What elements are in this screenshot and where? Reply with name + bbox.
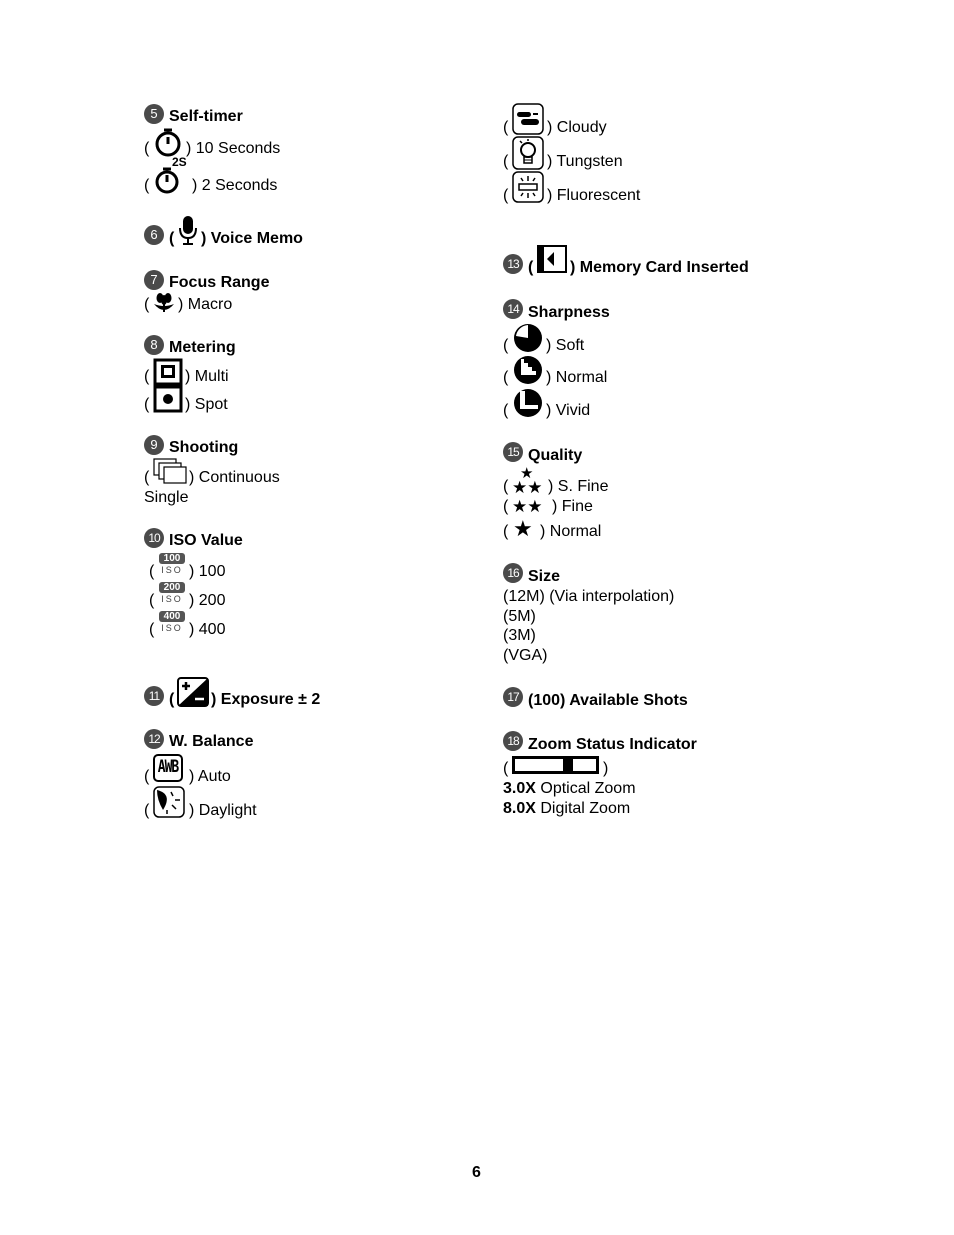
zoom-bar-icon bbox=[512, 756, 599, 774]
paren: ( bbox=[144, 296, 150, 313]
single-label: Single bbox=[144, 489, 189, 506]
macro-flower-icon bbox=[152, 292, 176, 314]
paren: ( bbox=[503, 478, 509, 495]
star-icon: ★ bbox=[513, 516, 533, 541]
sharpness-vivid-icon bbox=[511, 387, 545, 419]
section-number: 6 bbox=[144, 225, 164, 245]
star-icon: ★★ bbox=[512, 478, 543, 497]
sharpness-normal-icon bbox=[511, 354, 545, 386]
section-number: 13 bbox=[503, 254, 523, 274]
section-title-self-timer: Self-timer bbox=[169, 108, 243, 125]
self-timer-10s-icon bbox=[152, 126, 184, 158]
exposure-compensation-icon bbox=[177, 677, 209, 707]
iso-400-label: ) 400 bbox=[189, 621, 226, 638]
paren: ( bbox=[503, 523, 509, 540]
fluorescent-icon bbox=[512, 171, 544, 203]
awb-icon bbox=[153, 754, 183, 782]
paren: ( bbox=[503, 119, 509, 136]
paren: ( bbox=[503, 498, 509, 515]
tungsten-bulb-icon bbox=[512, 136, 544, 170]
spot-label: ) Spot bbox=[185, 396, 228, 413]
section-title-size: Size bbox=[528, 568, 561, 585]
size-5m: (5M) bbox=[503, 608, 536, 625]
iso-200-icon bbox=[157, 582, 187, 608]
section-title-shots: (100) Available Shots bbox=[528, 692, 688, 709]
normal-sharpness-label: ) Normal bbox=[546, 369, 608, 386]
sharpness-soft-icon bbox=[511, 322, 545, 354]
multi-metering-icon bbox=[153, 358, 183, 386]
section-title-iso: ISO Value bbox=[169, 532, 243, 549]
paren: ( bbox=[503, 187, 509, 204]
section-title-zoom: Zoom Status Indicator bbox=[528, 736, 697, 753]
iso-badge-value: 100 bbox=[159, 553, 185, 564]
size-3m: (3M) bbox=[503, 627, 536, 644]
section-number: 8 bbox=[144, 335, 164, 355]
paren: ( bbox=[149, 563, 155, 580]
spot-metering-icon bbox=[153, 385, 183, 413]
auto-label: ) Auto bbox=[189, 768, 231, 785]
paren: ( bbox=[144, 177, 150, 194]
iso-badge-label: ISO bbox=[161, 623, 183, 633]
paren: ( bbox=[503, 153, 509, 170]
iso-badge-value: 400 bbox=[159, 611, 185, 622]
fluorescent-label: ) Fluorescent bbox=[547, 187, 641, 204]
soft-label: ) Soft bbox=[546, 337, 585, 354]
section-number: 18 bbox=[503, 731, 523, 751]
iso-badge-label: ISO bbox=[161, 565, 183, 575]
paren: ( bbox=[503, 337, 509, 354]
section-title-sharpness: Sharpness bbox=[528, 304, 610, 321]
section-number: 15 bbox=[503, 442, 523, 462]
paren: ( bbox=[144, 469, 150, 486]
daylight-icon bbox=[153, 786, 185, 818]
self-timer-10s-label: ) 10 Seconds bbox=[186, 140, 281, 157]
section-number: 5 bbox=[144, 104, 164, 124]
macro-label: ) Macro bbox=[178, 296, 233, 313]
normal-quality-label: ) Normal bbox=[540, 523, 602, 540]
paren: ( bbox=[528, 259, 534, 276]
awb-text: AWB bbox=[157, 757, 179, 778]
section-number: 11 bbox=[144, 686, 164, 706]
zoom-bar-marker bbox=[563, 759, 573, 771]
paren: ( bbox=[169, 691, 175, 708]
continuous-shooting-icon bbox=[152, 457, 188, 487]
section-title-voice-memo: ) Voice Memo bbox=[201, 230, 303, 247]
vivid-label: ) Vivid bbox=[546, 402, 591, 419]
tungsten-label: ) Tungsten bbox=[547, 153, 623, 170]
iso-100-icon bbox=[157, 553, 187, 579]
iso-badge-value: 200 bbox=[159, 582, 185, 593]
iso-100-label: ) 100 bbox=[189, 563, 226, 580]
section-title-wb: W. Balance bbox=[169, 733, 254, 750]
section-number: 7 bbox=[144, 270, 164, 290]
paren: ( bbox=[169, 230, 175, 247]
paren: ) bbox=[603, 760, 609, 777]
paren: ( bbox=[503, 369, 509, 386]
iso-400-icon bbox=[157, 611, 187, 637]
section-title-exposure: ) Exposure ± 2 bbox=[211, 691, 321, 708]
page-number: 6 bbox=[472, 1164, 481, 1181]
section-number: 10 bbox=[144, 528, 164, 548]
daylight-label: ) Daylight bbox=[189, 802, 257, 819]
star-icon: ★ bbox=[520, 465, 534, 482]
section-number: 16 bbox=[503, 563, 523, 583]
section-title-focus-range: Focus Range bbox=[169, 274, 270, 291]
microphone-icon bbox=[176, 214, 200, 246]
self-timer-2s-label: ) 2 Seconds bbox=[192, 177, 278, 194]
size-vga: (VGA) bbox=[503, 647, 548, 664]
paren: ( bbox=[144, 396, 150, 413]
star-icon: ★★ bbox=[512, 497, 543, 516]
optical-zoom-line: 3.0X Optical Zoom bbox=[503, 780, 636, 797]
cloudy-icon bbox=[512, 103, 544, 135]
multi-label: ) Multi bbox=[185, 368, 229, 385]
section-number: 17 bbox=[503, 687, 523, 707]
iso-badge-label: ISO bbox=[161, 594, 183, 604]
paren: ( bbox=[149, 621, 155, 638]
section-number: 12 bbox=[144, 729, 164, 749]
paren: ( bbox=[503, 760, 509, 777]
memory-card-icon bbox=[536, 244, 568, 274]
cloudy-label: ) Cloudy bbox=[547, 119, 607, 136]
paren: ( bbox=[144, 802, 150, 819]
paren: ( bbox=[144, 368, 150, 385]
section-title-shooting: Shooting bbox=[169, 439, 239, 456]
super-fine-label: ) S. Fine bbox=[548, 478, 609, 495]
paren: ( bbox=[149, 592, 155, 609]
self-timer-2s-badge: 2S bbox=[172, 155, 187, 169]
digital-zoom-line: 8.0X Digital Zoom bbox=[503, 800, 631, 817]
paren: ( bbox=[144, 140, 150, 157]
fine-label: ) Fine bbox=[552, 498, 593, 515]
section-title-memory: ) Memory Card Inserted bbox=[570, 259, 749, 276]
continuous-label: ) Continuous bbox=[189, 469, 280, 486]
section-number: 9 bbox=[144, 435, 164, 455]
section-number: 14 bbox=[503, 299, 523, 319]
paren: ( bbox=[144, 768, 150, 785]
paren: ( bbox=[503, 402, 509, 419]
section-title-quality: Quality bbox=[528, 447, 583, 464]
iso-200-label: ) 200 bbox=[189, 592, 226, 609]
size-12m: (12M) (Via interpolation) bbox=[503, 588, 675, 605]
section-title-metering: Metering bbox=[169, 339, 236, 356]
